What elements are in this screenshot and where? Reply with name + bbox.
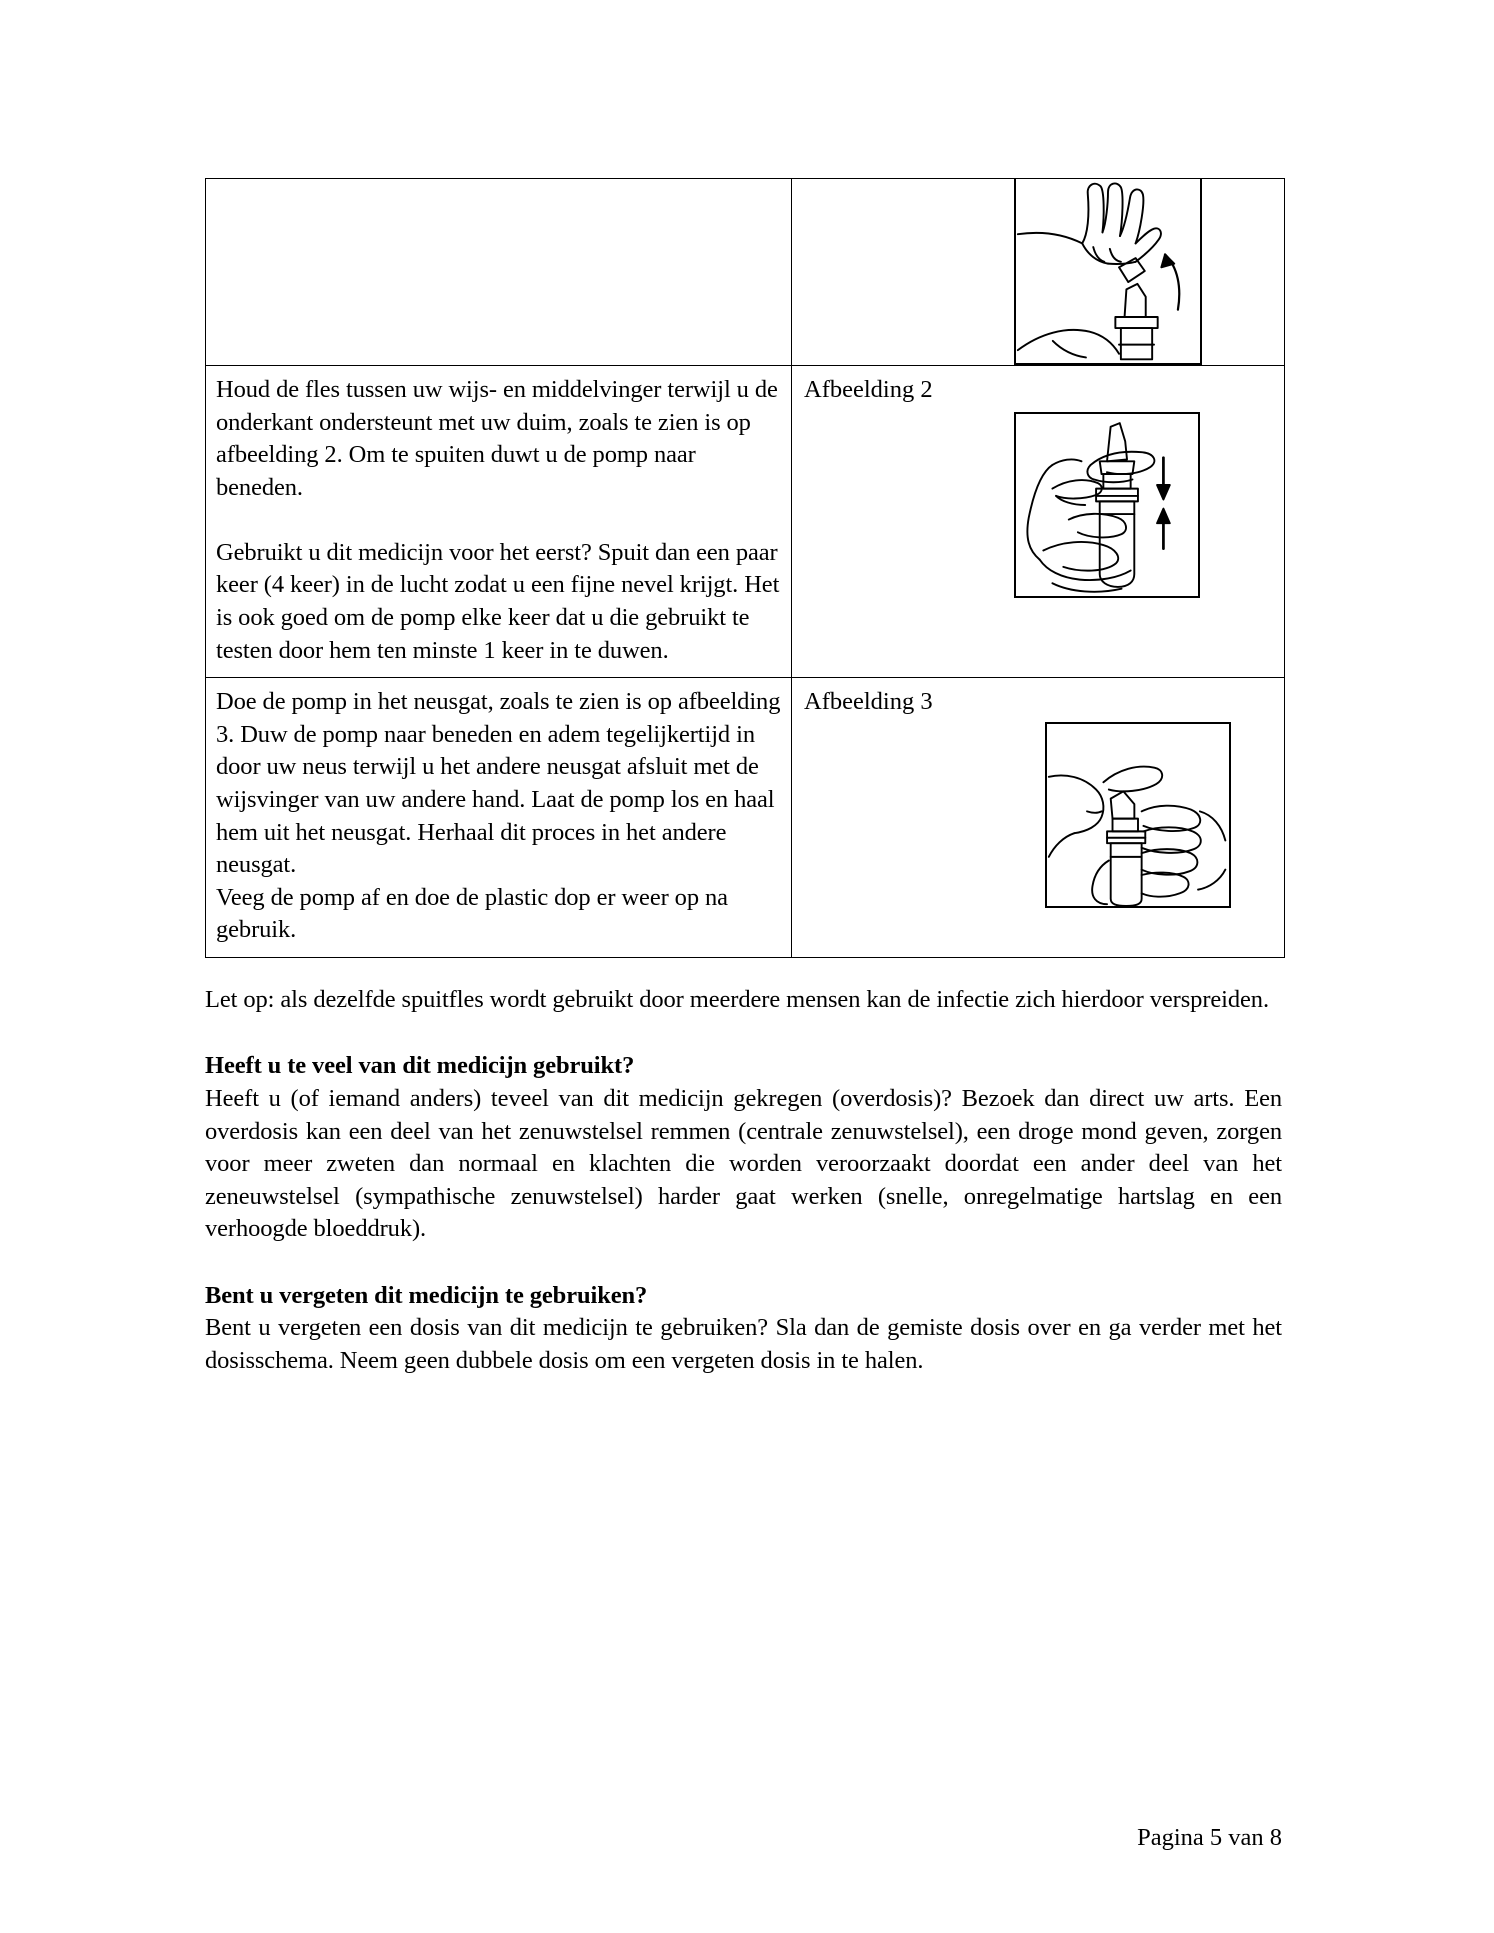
figure-3-label: Afbeelding 3 xyxy=(804,688,933,716)
row-2-paragraph-2: Gebruikt u dit medicijn voor het eerst? Spuit dan een paar keer (4 keer) in de lucht zodat u een fijne nevel krijgt. Het is ook goed om de pomp elke keer dat u die gebruikt te testen door hem ten minste 1 keer in te duwen. xyxy=(216,538,780,664)
notice-text: Let op: als dezelfde spuitfles wordt gebruikt door meerdere mensen kan de infectie zich hierdoor verspreiden. xyxy=(205,985,1269,1013)
row-3-text-cell xyxy=(206,678,792,958)
section-missed-dose-heading: Bent u vergeten dit medicijn te gebruiken? xyxy=(205,1281,648,1309)
figure-2-wrap xyxy=(792,366,1284,407)
section-missed-dose xyxy=(205,1280,1282,1378)
row-3-paragraph-2: Veeg de pomp af en doe de plastic dop er weer op na gebruik. xyxy=(216,883,728,944)
table-row xyxy=(206,179,1285,366)
table-row xyxy=(206,678,1285,958)
spacer xyxy=(205,1016,1282,1050)
row-1-text xyxy=(206,179,791,197)
section-overdose xyxy=(205,1050,1282,1245)
row-2-figure-cell xyxy=(792,366,1285,678)
section-overdose-body: Heeft u (of iemand anders) teveel van dit medicijn gekregen (overdosis)? Bezoek dan direct uw arts. Een overdosis kan een deel van het zenuwstelsel remmen (centrale zenuwstelsel), een droge mond geven, zorgen voor meer zweten dan normaal en klachten die worden veroorzaakt doordat een ander deel van het zeneuwstelsel (sympathische zenuwstelsel) harder gaat werken (snelle, onregelmatige hartslag en een verhoogde bloeddruk). xyxy=(205,1084,1282,1243)
row-2-text-cell xyxy=(206,366,792,678)
figure-1-wrap xyxy=(792,179,1284,365)
page-footer: Pagina 5 van 8 xyxy=(1137,1824,1282,1851)
spacer xyxy=(205,1246,1282,1280)
row-1-text-cell xyxy=(206,179,792,366)
row-1-figure-cell xyxy=(792,179,1285,366)
section-missed-dose-body: Bent u vergeten een dosis van dit medicijn te gebruiken? Sla dan de gemiste dosis over en ga verder met het dosisschema. Neem geen dubbele dosis om een vergeten dosis in te halen. xyxy=(205,1314,1282,1375)
figure-2-label: Afbeelding 2 xyxy=(804,376,933,403)
table-row xyxy=(206,366,1285,678)
row-2-paragraph-1: Houd de fles tussen uw wijs- en middelvinger terwijl u de onderkant ondersteunt met uw duim, zoals te zien is op afbeelding 2. Om te spuiten duwt u de pomp naar beneden. xyxy=(216,376,778,501)
figure-2-hold-bottle xyxy=(1014,412,1200,598)
figure-1-remove-cap xyxy=(1014,179,1202,365)
figure-3-spray-into-nostril xyxy=(1045,722,1231,908)
spacer xyxy=(205,958,1282,984)
instruction-table xyxy=(205,178,1285,958)
figure-3-wrap xyxy=(792,678,1284,719)
notice-block xyxy=(205,984,1282,1017)
row-2-text xyxy=(206,366,791,677)
row-3-figure-cell xyxy=(792,678,1285,958)
row-3-paragraph-1: Doe de pomp in het neusgat, zoals te zien is op afbeelding 3. Duw de pomp naar beneden en adem tegelijkertijd in door uw neus terwijl u het andere neusgat afsluit met de wijsvinger van uw andere hand. Laat de pomp los en haal hem uit het neusgat. Herhaal dit proces in het andere neusgat. xyxy=(216,688,781,879)
section-overdose-heading: Heeft u te veel van dit medicijn gebruikt? xyxy=(205,1052,635,1080)
instruction-table-container xyxy=(205,178,1282,1378)
row-3-text xyxy=(206,678,791,957)
